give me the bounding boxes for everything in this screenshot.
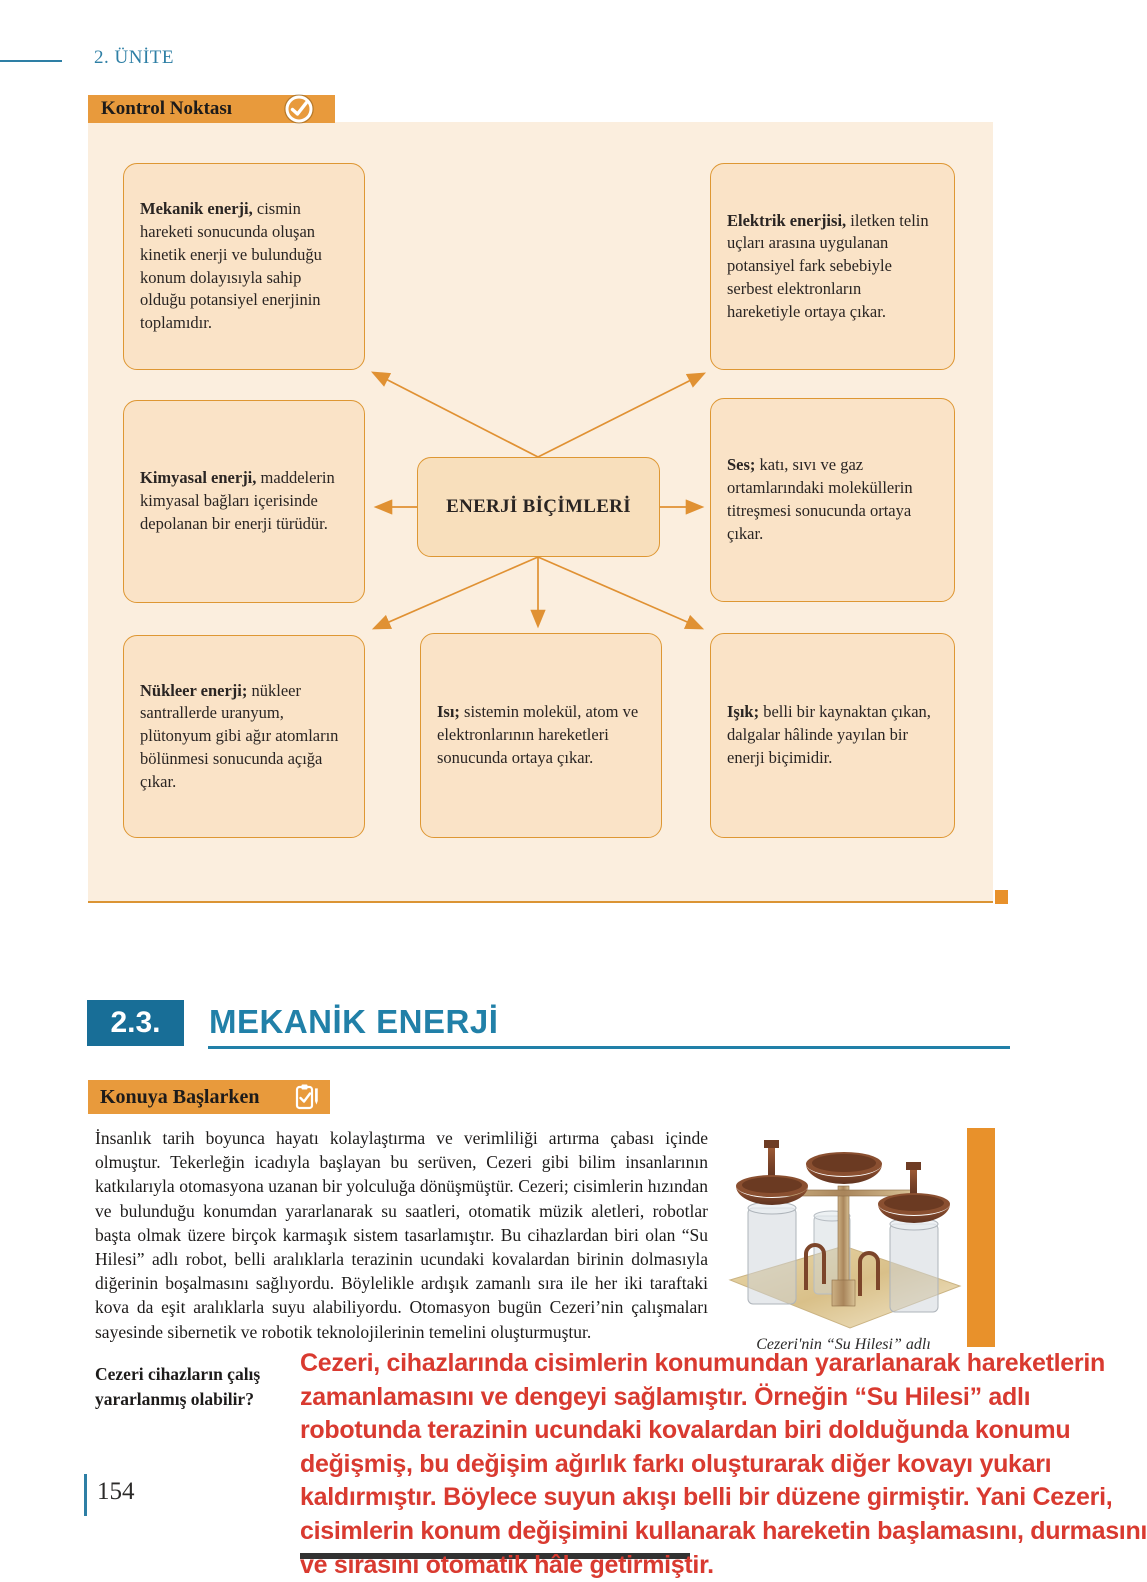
page-number: 154	[97, 1478, 135, 1505]
annotation-line: Cezeri, cihazlarında cisimlerin konumundan yararlanarak hareketlerin	[300, 1349, 1105, 1377]
check-circle-icon	[280, 90, 318, 128]
box-lead: Işık;	[727, 702, 760, 722]
box-lead: Isı;	[437, 702, 460, 722]
diagram-box-nukleer-enerji	[123, 635, 365, 838]
unit-header-rule	[0, 60, 62, 62]
box-text: belli bir kaynaktan çıkan, dalgalar hâlinde yayılan bir enerji biçimidir.	[727, 702, 931, 767]
annotation-line: ve sırasını otomatik hâle getirmiştir.	[300, 1550, 714, 1579]
annotation-line: cisimlerin konum değişimini kullanarak hareketin başlamasını, durmasını	[300, 1516, 1147, 1545]
diagram-box-isi	[420, 633, 662, 838]
unit-label: 2. ÜNİTE	[94, 47, 174, 68]
section-title-underline	[208, 1046, 1010, 1049]
intro-question	[95, 1362, 260, 1411]
annotation-line: değişmiş, bu değişim ağırlık farkı oluşturarak diğer kovayı yukarı	[300, 1449, 1052, 1478]
annotation-line: kaldırmıştır. Böylece suyun akışı belli bir düzene girmiştir. Yani Cezeri,	[300, 1483, 1113, 1512]
diagram-box-kimyasal-enerji	[123, 400, 365, 603]
page-number-rule	[84, 1474, 87, 1516]
diagram-box-ses	[710, 398, 955, 602]
panel-corner-marker	[995, 890, 1008, 904]
question-line: Cezeri cihazların çalış	[95, 1364, 261, 1384]
image-caption: Cezeri'nin “Su Hilesi” adlı	[756, 1336, 931, 1353]
handwritten-answer-text	[300, 1347, 1147, 1582]
box-text: katı, sıvı ve gaz ortamlarındaki moleküllerin titreşmesi sonucunda ortaya çıkar.	[727, 455, 913, 543]
kontrol-noktasi-title: Kontrol Noktası	[101, 98, 233, 119]
decorative-orange-bar	[967, 1128, 995, 1347]
section-number-badge: 2.3.	[87, 1000, 184, 1046]
box-text: maddelerin kimyasal bağları içerisinde depolanan bir enerji türüdür.	[140, 468, 335, 533]
box-lead: Mekanik enerji,	[140, 199, 253, 219]
box-lead: Kimyasal enerji,	[140, 468, 257, 488]
konuya-baslarken-banner	[88, 1080, 330, 1114]
diagram-center-box: ENERJİ BİÇİMLERİ	[417, 457, 660, 557]
diagram-box-elektrik-enerjisi	[710, 163, 955, 370]
box-text: iletken telin uçları arasına uygulanan potansiyel fark sebebiyle serbest elektronların hareketiyle ortaya çıkar.	[727, 210, 929, 321]
diagram-box-mekanik-enerji	[123, 163, 365, 370]
kontrol-noktasi-banner	[88, 95, 335, 123]
box-lead: Ses;	[727, 455, 756, 475]
annotation-line: robotunda terazinin ucundaki kovalardan biri dolduğunda konumu	[300, 1416, 1071, 1445]
section-title: MEKANİK ENERJİ	[209, 1003, 499, 1040]
intro-paragraph: İnsanlık tarih boyunca hayatı kolaylaştırma ve verimliliği artırma çabası içinde olmuştur. Tekerleğin icadıyla başlayan bu serüven, Cezeri gibi bilim insanlarının katkılarıyla otomasyona uzanan bir yolculuğa dönüşmüştür. Cezeri; cisimlerin hızından ve bulunduğu konumdan yararlanarak su saatleri, otomatik müzik aletleri, robotlar başta olmak üzere birçok karmaşık sistem tasarlamıştır. Bu cihazlardan biri olan “Su Hilesi” adlı robot, belli aralıklarla terazinin ucundaki kovalardan birinin dolmasıyla diğerinin boşalmasını sağlıyordu. Böylelikle ardışık zamanlı sıra ile her iki taraftaki kova da eşit aralıklarla suyu alabiliyordu. Otomasyon bugün Cezeri’nin çalışmaları sayesinde sibernetik ve robotik teknolojilerinin temelini oluşturmuştur.	[95, 1128, 708, 1342]
konuya-baslarken-title: Konuya Başlarken	[100, 1085, 260, 1108]
box-text: nükleer santrallerde uranyum, plütonyum gibi ağır atomların bölünmesi sonucunda açığa çıkar.	[140, 680, 339, 791]
clipboard-pen-icon	[293, 1083, 321, 1111]
diagram-box-isik	[710, 633, 955, 838]
su-hilesi-image	[722, 1128, 965, 1336]
box-lead: Nükleer enerji;	[140, 680, 248, 700]
box-text: cismin hareketi sonucunda oluşan kinetik enerji ve bulunduğu konum dolayısıyla sahip olduğu potansiyel enerjinin toplamıdır.	[140, 199, 322, 333]
question-line: yararlanmış olabilir?	[95, 1388, 254, 1409]
annotation-line: zamanlamasını ve dengeyi sağlamıştır. Örneğin “Su Hilesi” adlı	[300, 1382, 1031, 1411]
box-lead: Elektrik enerjisi,	[727, 210, 847, 230]
box-text: sistemin molekül, atom ve elektronlarının hareketleri sonucunda ortaya çıkar.	[437, 702, 639, 767]
